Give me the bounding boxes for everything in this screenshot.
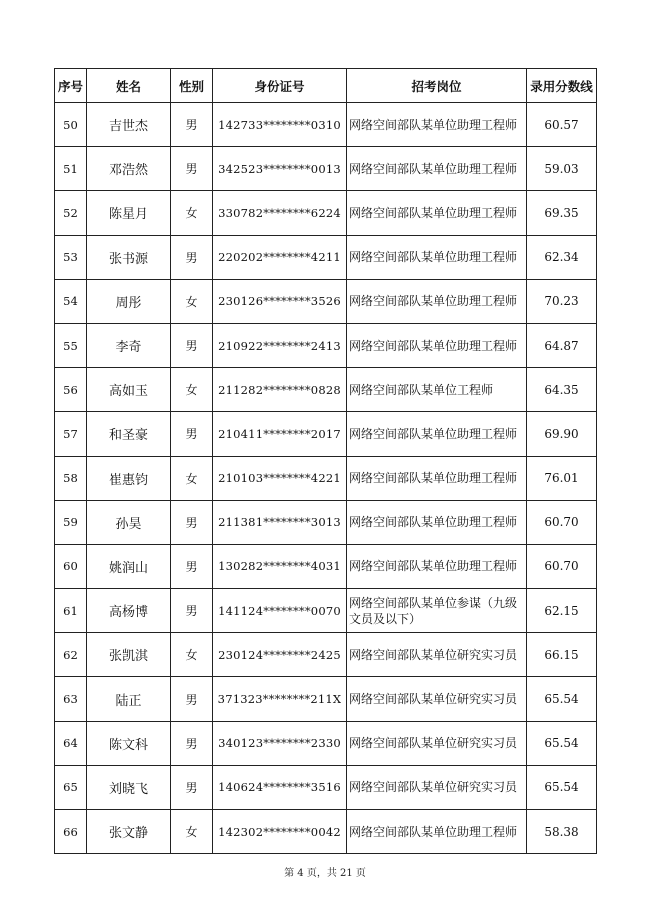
cell-score: 65.54: [527, 765, 597, 809]
cell-id: 210411********2017: [213, 412, 347, 456]
table-row: [55, 721, 597, 765]
cell-gender: 女: [171, 633, 213, 677]
cell-gender: 女: [171, 368, 213, 412]
cell-seq: 53: [55, 235, 87, 279]
cell-seq: 52: [55, 191, 87, 235]
cell-name: 孙昊: [87, 500, 171, 544]
cell-name: 崔惠钧: [87, 456, 171, 500]
cell-seq: 64: [55, 721, 87, 765]
cell-position: 网络空间部队某单位助理工程师: [347, 544, 527, 588]
cell-gender: 女: [171, 456, 213, 500]
cell-score: 60.57: [527, 103, 597, 147]
cell-score: 66.15: [527, 633, 597, 677]
cell-gender: 男: [171, 544, 213, 588]
cell-id: 230126********3526: [213, 279, 347, 323]
cell-name: 张文静: [87, 810, 171, 854]
cell-gender: 男: [171, 235, 213, 279]
cell-score: 70.23: [527, 279, 597, 323]
cell-id: 371323********211X: [213, 677, 347, 721]
cell-seq: 59: [55, 500, 87, 544]
cell-seq: 58: [55, 456, 87, 500]
table-row: [55, 103, 597, 147]
cell-seq: 54: [55, 279, 87, 323]
cell-id: 211381********3013: [213, 500, 347, 544]
cell-name: 和圣豪: [87, 412, 171, 456]
cell-id: 330782********6224: [213, 191, 347, 235]
table-row: [55, 544, 597, 588]
cell-score: 76.01: [527, 456, 597, 500]
cell-seq: 66: [55, 810, 87, 854]
cell-name: 姚润山: [87, 544, 171, 588]
cell-name: 刘晓飞: [87, 765, 171, 809]
cell-score: 62.34: [527, 235, 597, 279]
cell-gender: 男: [171, 589, 213, 633]
cell-position: 网络空间部队某单位工程师: [347, 368, 527, 412]
table-row: [55, 810, 597, 854]
table-row: [55, 500, 597, 544]
cell-gender: 男: [171, 677, 213, 721]
cell-gender: 女: [171, 191, 213, 235]
cell-score: 65.54: [527, 677, 597, 721]
cell-name: 吉世杰: [87, 103, 171, 147]
cell-gender: 男: [171, 323, 213, 367]
cell-gender: 女: [171, 279, 213, 323]
header-seq: 序号: [55, 69, 87, 103]
table-row: [55, 412, 597, 456]
cell-position: 网络空间部队某单位助理工程师: [347, 323, 527, 367]
header-gender: 性别: [171, 69, 213, 103]
cell-position: 网络空间部队某单位助理工程师: [347, 191, 527, 235]
table-row: [55, 323, 597, 367]
cell-position: 网络空间部队某单位研究实习员: [347, 677, 527, 721]
table-row: [55, 191, 597, 235]
table-row: [55, 147, 597, 191]
cell-id: 210922********2413: [213, 323, 347, 367]
cell-score: 65.54: [527, 721, 597, 765]
cell-name: 张书源: [87, 235, 171, 279]
cell-position: 网络空间部队某单位助理工程师: [347, 279, 527, 323]
cell-position: 网络空间部队某单位助理工程师: [347, 235, 527, 279]
header-position: 招考岗位: [347, 69, 527, 103]
cell-score: 59.03: [527, 147, 597, 191]
table-row: [55, 456, 597, 500]
cell-gender: 男: [171, 147, 213, 191]
cell-position: 网络空间部队某单位助理工程师: [347, 810, 527, 854]
cell-id: 130282********4031: [213, 544, 347, 588]
cell-id: 142302********0042: [213, 810, 347, 854]
cell-name: 周彤: [87, 279, 171, 323]
table-row: [55, 765, 597, 809]
cell-id: 340123********2330: [213, 721, 347, 765]
cell-name: 陈文科: [87, 721, 171, 765]
cell-id: 141124********0070: [213, 589, 347, 633]
cell-id: 142733********0310: [213, 103, 347, 147]
cell-name: 李奇: [87, 323, 171, 367]
cell-seq: 50: [55, 103, 87, 147]
cell-position: 网络空间部队某单位研究实习员: [347, 765, 527, 809]
cell-name: 陈星月: [87, 191, 171, 235]
cell-position: 网络空间部队某单位研究实习员: [347, 721, 527, 765]
cell-gender: 男: [171, 500, 213, 544]
table-row: [55, 677, 597, 721]
cell-position: 网络空间部队某单位助理工程师: [347, 412, 527, 456]
cell-score: 58.38: [527, 810, 597, 854]
cell-position: 网络空间部队某单位参谋（九级文员及以下）: [347, 589, 527, 633]
cell-position: 网络空间部队某单位助理工程师: [347, 103, 527, 147]
cell-seq: 61: [55, 589, 87, 633]
cell-id: 220202********4211: [213, 235, 347, 279]
cell-seq: 63: [55, 677, 87, 721]
cell-name: 邓浩然: [87, 147, 171, 191]
cell-score: 69.90: [527, 412, 597, 456]
cell-seq: 65: [55, 765, 87, 809]
cell-gender: 女: [171, 810, 213, 854]
cell-seq: 56: [55, 368, 87, 412]
cell-score: 64.87: [527, 323, 597, 367]
cell-score: 69.35: [527, 191, 597, 235]
cell-seq: 51: [55, 147, 87, 191]
cell-seq: 62: [55, 633, 87, 677]
cell-id: 210103********4221: [213, 456, 347, 500]
table-row: [55, 633, 597, 677]
cell-position: 网络空间部队某单位研究实习员: [347, 633, 527, 677]
cell-position: 网络空间部队某单位助理工程师: [347, 147, 527, 191]
table-row: [55, 589, 597, 633]
cell-id: 140624********3516: [213, 765, 347, 809]
cell-seq: 57: [55, 412, 87, 456]
cell-gender: 男: [171, 103, 213, 147]
cell-name: 陆正: [87, 677, 171, 721]
cell-score: 60.70: [527, 544, 597, 588]
table-row: [55, 279, 597, 323]
table-row: [55, 368, 597, 412]
page-footer: 第 4 页，共 21 页: [284, 868, 366, 879]
cell-score: 60.70: [527, 500, 597, 544]
cell-score: 62.15: [527, 589, 597, 633]
header-score: 录用分数线: [527, 69, 597, 103]
cell-position: 网络空间部队某单位助理工程师: [347, 500, 527, 544]
table-header-row: [55, 69, 597, 103]
cell-id: 230124********2425: [213, 633, 347, 677]
header-name: 姓名: [87, 69, 171, 103]
admission-score-table: [54, 68, 597, 854]
cell-score: 64.35: [527, 368, 597, 412]
cell-name: 高如玉: [87, 368, 171, 412]
cell-gender: 男: [171, 412, 213, 456]
table-row: [55, 235, 597, 279]
cell-position: 网络空间部队某单位助理工程师: [347, 456, 527, 500]
header-id: 身份证号: [213, 69, 347, 103]
cell-seq: 55: [55, 323, 87, 367]
cell-id: 211282********0828: [213, 368, 347, 412]
cell-id: 342523********0013: [213, 147, 347, 191]
cell-name: 高杨博: [87, 589, 171, 633]
cell-gender: 男: [171, 721, 213, 765]
cell-name: 张凯淇: [87, 633, 171, 677]
cell-seq: 60: [55, 544, 87, 588]
cell-gender: 男: [171, 765, 213, 809]
